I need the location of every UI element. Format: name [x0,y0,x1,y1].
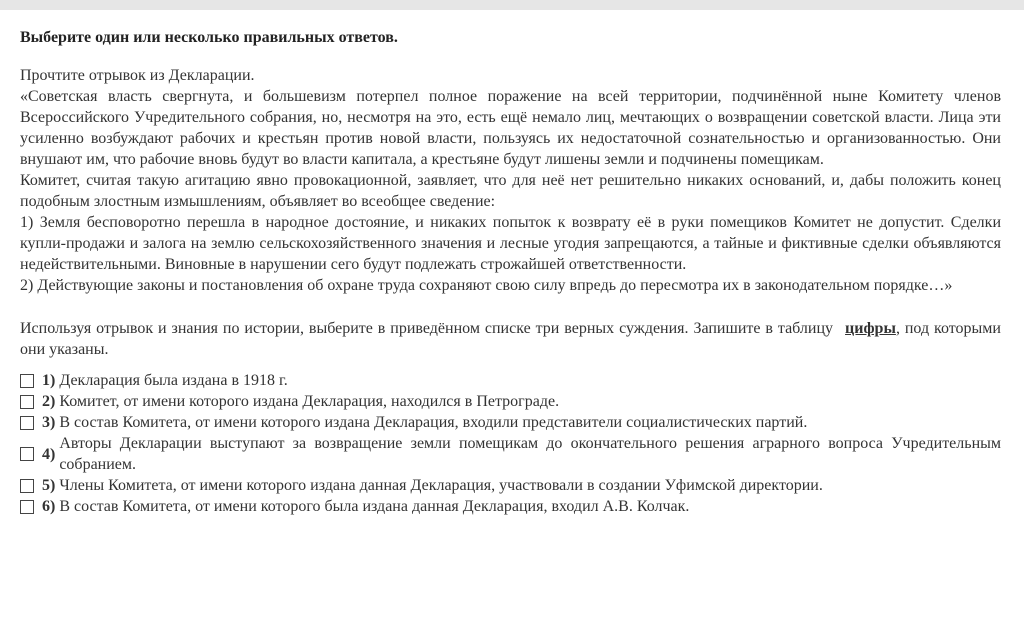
option-number: 6) [42,498,56,515]
task-keyword: цифры [845,320,896,337]
declaration-passage [20,65,1001,296]
top-bar [0,0,1024,10]
option-text: В состав Комитета, от имени которого была издана данная Декларация, входил А.В. Колчак. [59,498,690,515]
answer-checkbox[interactable] [20,447,34,461]
option-number: 5) [42,477,56,494]
answer-option[interactable] [20,412,1001,433]
task-description [20,318,1001,360]
answer-checkbox[interactable] [20,416,34,430]
option-text: Комитет, от имени которого издана Декларация, находился в Петрограде. [59,393,560,410]
answer-checkbox[interactable] [20,500,34,514]
passage-intro: Прочтите отрывок из Декларации. [20,67,255,84]
answer-option[interactable] [20,370,1001,391]
task-text: Используя отрывок и знания по истории, выберите в приведённом списке три верных суждения. Запишите в таблицу [20,320,834,337]
passage-paragraph: 1) Земля бесповоротно перешла в народное достояние, и никаких попыток к возврату её в руки помещиков Комитет не допустит. Сделки купли-продажи и залога на землю сельскохозяйственного значения и лесные угодия запрещаются, а тайные и фиктивные сделки объявляются недействительными. Виновные в нарушении сего будут подлежать строжайшей ответственности. [20,214,1001,273]
answer-checkbox[interactable] [20,479,34,493]
question-content [20,27,1001,517]
passage-paragraph: «Советская власть свергнута, и большевизм потерпел полное поражение на всей территории, подчинённой ныне Комитету членов Всероссийского Учредительного собрания, но, несмотря на это, есть ещё немало лиц, мечтающих о возвращении советской власти. Лица эти усиленно возбуждают рабочих и крестьян против новой власти, пользуясь их недостаточной сознательностью и организованностью. Они внушают им, что рабочие вновь будут во власти капитала, а крестьяне будут лишены земли и подчинены помещикам. [20,88,1001,168]
option-number: 4) [42,445,56,463]
option-text: Декларация была издана в 1918 г. [59,372,288,389]
task-suffix: , под которыми они указаны. [20,320,1001,358]
option-text: Авторы Декларации выступают за возвращение земли помещикам до окончательного решения аграрного вопроса Учредительным собранием. [59,435,1001,473]
instruction-heading: Выберите один или несколько правильных ответов. [20,29,398,46]
option-number: 2) [42,393,56,410]
passage-paragraph: Комитет, считая такую агитацию явно провокационной, заявляет, что для неё нет решительно никаких оснований, и, дабы положить конец подобным злостным измышлениям, объявляет во всеобщее сведение: [20,172,1001,210]
answer-option[interactable] [20,475,1001,496]
answer-option[interactable] [20,496,1001,517]
option-text: Члены Комитета, от имени которого издана данная Декларация, участвовали в создании Уфимской директории. [59,477,823,494]
option-text: В состав Комитета, от имени которого издана Декларация, входили представители социалистических партий. [59,414,808,431]
answer-option[interactable] [20,391,1001,412]
option-number: 3) [42,414,56,431]
answer-checkbox[interactable] [20,374,34,388]
answer-options [20,370,1001,517]
passage-paragraph: 2) Действующие законы и постановления об охране труда сохраняют свою силу впредь до пересмотра их в законодательном порядке…» [20,277,953,294]
answer-option[interactable] [20,433,1001,475]
option-number: 1) [42,372,56,389]
answer-checkbox[interactable] [20,395,34,409]
